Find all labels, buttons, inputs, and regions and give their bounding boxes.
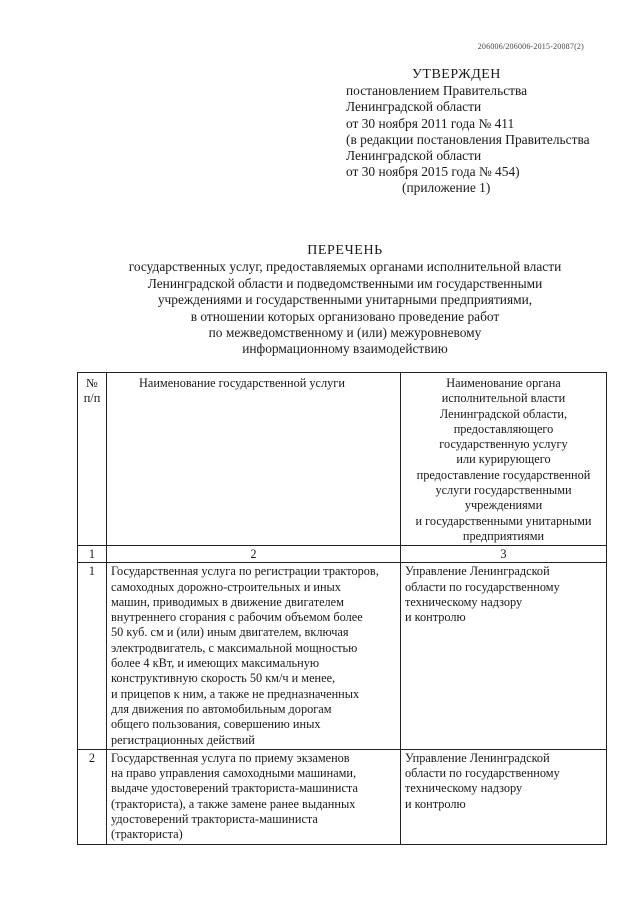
services-table	[77, 372, 607, 845]
header-number-line: п/п	[83, 391, 101, 406]
header-authority-line: или курирующего	[456, 452, 551, 467]
header-authority-line: услуги государственными	[435, 483, 572, 498]
header-authority-line: учреждениями	[464, 498, 543, 513]
heading-line: в отношении которых организовано проведение работ	[190, 308, 500, 324]
header-number-line: №	[86, 376, 98, 390]
column-number: 3	[401, 546, 607, 563]
heading-line: информационному взаимодействию	[242, 341, 448, 357]
document-heading	[80, 243, 610, 358]
table-header-row	[78, 373, 607, 546]
header-authority	[401, 373, 607, 546]
authority-name: Управление Ленинградской области по государственному техническому надзору и контролю	[401, 563, 607, 750]
header-authority-line: исполнительной власти	[441, 391, 566, 406]
approval-line: Ленинградской области	[346, 99, 482, 115]
heading-title: ПЕРЕЧЕНЬ	[307, 243, 383, 258]
service-name: Государственная услуга по приему экзаменов на право управления самоходными машинами, выдаче удостоверений тракториста-машиниста (тракториста), а также замене ранее выданных удостоверений тракториста-машиниста (тракториста)	[107, 749, 401, 844]
header-authority-line: предоставляющего	[453, 421, 554, 436]
table-row	[78, 749, 607, 844]
row-number: 2	[78, 749, 107, 844]
header-authority-line: предоставление государственной	[416, 467, 591, 482]
approval-title: УТВЕРЖДЕН	[412, 67, 501, 82]
approval-line: от 30 ноября 2011 года № 411	[346, 115, 515, 131]
header-authority-line: Ленинградской области,	[439, 406, 568, 421]
column-number: 2	[107, 546, 401, 563]
header-authority-line: и государственными унитарными	[415, 513, 592, 528]
approval-line: (в редакции постановления Правительства	[346, 131, 590, 147]
column-number-row	[78, 546, 607, 563]
approval-line: от 30 ноября 2015 года № 454)	[346, 164, 520, 180]
column-number: 1	[78, 546, 107, 563]
approval-stamp	[346, 67, 616, 197]
approval-appendix: (приложение 1)	[402, 180, 491, 196]
header-authority-line: Наименование органа	[446, 376, 561, 390]
row-number: 1	[78, 563, 107, 750]
heading-line: Ленинградской области и подведомственными им государственными	[147, 275, 543, 291]
table-row	[78, 563, 607, 750]
heading-line: государственных услуг, предоставляемых органами исполнительной власти	[128, 259, 562, 275]
heading-line: учреждениями и государственными унитарными предприятиями,	[157, 292, 533, 308]
approval-line: постановлением Правительства	[346, 83, 528, 99]
header-authority-line: предприятиями	[462, 528, 545, 543]
approval-line: Ленинградской области	[346, 148, 482, 164]
authority-name: Управление Ленинградской области по государственному техническому надзору и контролю	[401, 749, 607, 844]
heading-line: по межведомственному и (или) межуровневому	[208, 325, 482, 341]
document-code: 206006/206006-2015-20087(2)	[477, 42, 584, 51]
header-authority-line: государственную услугу	[439, 437, 568, 452]
header-service-name: Наименование государственной услуги	[107, 373, 401, 546]
header-number	[78, 373, 107, 546]
service-name: Государственная услуга по регистрации тракторов, самоходных дорожно-строительных и иных машин, приводимых в движение двигателем внутреннего сгорания с рабочим объемом более 50 куб. см и (или) иным двигателем, включая электродвигатель, с максимальной мощностью более 4 кВт, и имеющих максимальную конструктивную скорость 50 км/ч и менее, и прицепов к ним, а также не предназначенных для движения по автомобильным дорогам общего пользования, совершению иных регистрационных действий	[107, 563, 401, 750]
